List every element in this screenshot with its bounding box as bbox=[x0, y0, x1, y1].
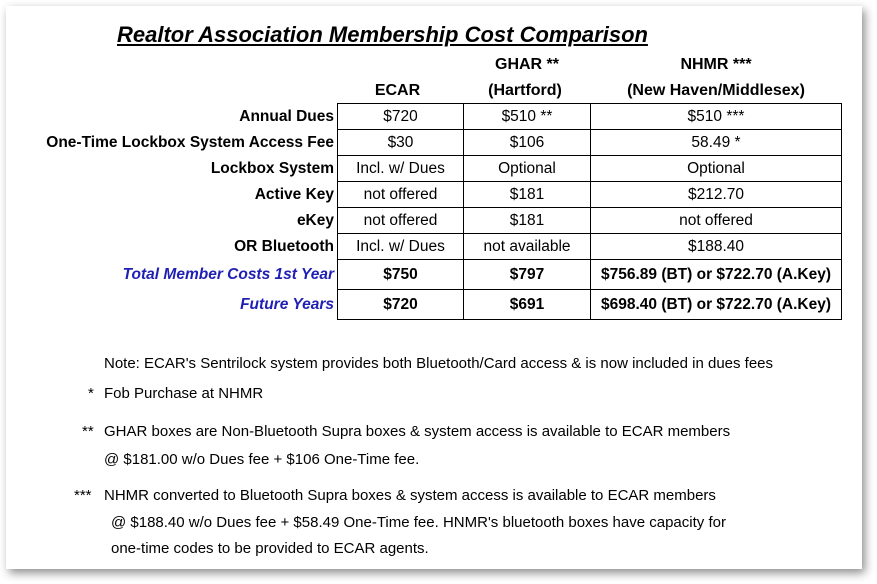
header-ecar: ECAR bbox=[374, 82, 421, 99]
footnote-2-line1: GHAR boxes are Non-Bluetooth Supra boxes & system access is available to ECAR members bbox=[104, 423, 731, 440]
cost-comparison-table bbox=[18, 103, 842, 320]
ghar-cell: not available bbox=[464, 234, 591, 260]
nhmr-total-first-year: $756.89 (BT) or $722.70 (A.Key) bbox=[591, 260, 842, 290]
header-ghar-line2: (Hartford) bbox=[488, 82, 562, 99]
row-label: Lockbox System bbox=[210, 159, 334, 177]
ecar-cell: not offered bbox=[338, 208, 464, 234]
table-row bbox=[18, 130, 842, 156]
ecar-cell: Incl. w/ Dues bbox=[338, 234, 464, 260]
footnote-2-mark: ** bbox=[82, 423, 94, 440]
row-label: Active Key bbox=[254, 185, 334, 203]
nhmr-future-years: $698.40 (BT) or $722.70 (A.Key) bbox=[591, 290, 842, 320]
footnote-2-line2: @ $181.00 w/o Dues fee + $106 One-Time fee. bbox=[104, 451, 420, 468]
ghar-total-first-year: $797 bbox=[464, 260, 591, 290]
ghar-cell: Optional bbox=[464, 156, 591, 182]
header-nhmr-line1: NHMR *** bbox=[680, 56, 752, 73]
total-first-year-row bbox=[18, 260, 842, 290]
ghar-cell: $106 bbox=[464, 130, 591, 156]
ghar-cell: $181 bbox=[464, 208, 591, 234]
header-nhmr-line2: (New Haven/Middlesex) bbox=[627, 82, 805, 99]
table-row bbox=[18, 234, 842, 260]
table-row bbox=[18, 104, 842, 130]
footnote-3-line2: @ $188.40 w/o Dues fee + $58.49 One-Time fee. HNMR's bluetooth boxes have capacity for bbox=[111, 514, 726, 531]
table-row bbox=[18, 182, 842, 208]
total-first-year-label: Total Member Costs 1st Year bbox=[122, 265, 334, 283]
ecar-cell: not offered bbox=[338, 182, 464, 208]
nhmr-cell: Optional bbox=[591, 156, 842, 182]
row-label: OR Bluetooth bbox=[234, 237, 334, 255]
ecar-cell: $30 bbox=[338, 130, 464, 156]
footnote-1-mark: * bbox=[88, 385, 94, 402]
ecar-total-first-year: $750 bbox=[338, 260, 464, 290]
ghar-future-years: $691 bbox=[464, 290, 591, 320]
footnote-3-line3: one-time codes to be provided to ECAR agents. bbox=[111, 540, 429, 557]
footnote-3-line1: NHMR converted to Bluetooth Supra boxes & system access is available to ECAR members bbox=[104, 487, 716, 504]
header-ghar-line1: GHAR ** bbox=[495, 56, 560, 73]
future-years-label: Future Years bbox=[240, 295, 334, 313]
nhmr-cell: $510 *** bbox=[591, 104, 842, 130]
row-label: eKey bbox=[296, 211, 334, 229]
ghar-cell: $181 bbox=[464, 182, 591, 208]
note-sentrilock: Note: ECAR's Sentrilock system provides both Bluetooth/Card access & is now included in dues fees bbox=[104, 355, 774, 372]
ecar-future-years: $720 bbox=[338, 290, 464, 320]
ghar-cell: $510 ** bbox=[464, 104, 591, 130]
footnote-1-text: Fob Purchase at NHMR bbox=[104, 385, 264, 402]
ecar-cell: $720 bbox=[338, 104, 464, 130]
row-label: One-Time Lockbox System Access Fee bbox=[46, 133, 334, 151]
nhmr-cell: $212.70 bbox=[591, 182, 842, 208]
table-row bbox=[18, 156, 842, 182]
ecar-cell: Incl. w/ Dues bbox=[338, 156, 464, 182]
page-title: Realtor Association Membership Cost Comparison bbox=[117, 22, 648, 47]
table-row bbox=[18, 208, 842, 234]
footnote-3-mark: *** bbox=[74, 487, 92, 504]
future-years-row bbox=[18, 290, 842, 320]
nhmr-cell: $188.40 bbox=[591, 234, 842, 260]
nhmr-cell: 58.49 * bbox=[591, 130, 842, 156]
row-label: Annual Dues bbox=[239, 107, 334, 125]
nhmr-cell: not offered bbox=[591, 208, 842, 234]
